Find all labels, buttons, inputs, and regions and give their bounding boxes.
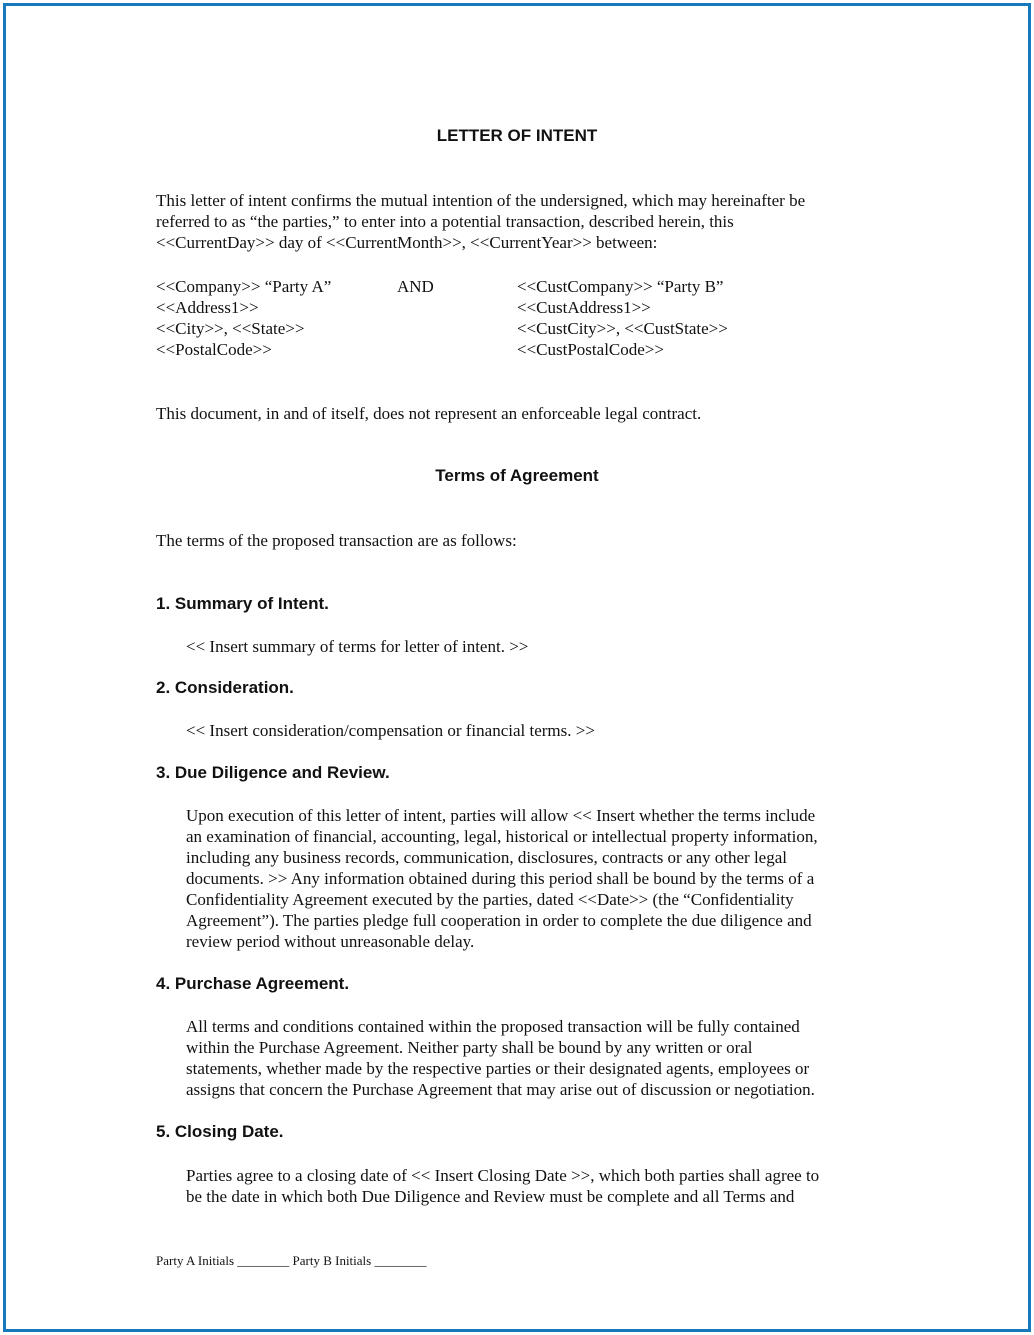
section-line: review period without unreasonable delay. — [186, 932, 475, 951]
party-a-line: <<Address1>> — [156, 298, 259, 317]
disclaimer-text: This document, in and of itself, does not represent an enforceable legal contract. — [156, 404, 702, 423]
section-body — [186, 805, 876, 952]
section-line: assigns that concern the Purchase Agreement that may arise out of discussion or negotiation. — [186, 1080, 815, 1099]
section-heading: 3. Due Diligence and Review. — [156, 763, 390, 782]
section-heading: 4. Purchase Agreement. — [156, 974, 350, 993]
and-label: AND — [397, 277, 434, 296]
section-heading: 5. Closing Date. — [156, 1122, 284, 1141]
party-a-block — [156, 276, 331, 360]
party-b-line: <<CustCompany>> “Party B” — [517, 277, 724, 296]
terms-intro: The terms of the proposed transaction are as follows: — [156, 531, 517, 550]
document-title: LETTER OF INTENT — [436, 126, 598, 145]
section-line: Upon execution of this letter of intent, parties will allow << Insert whether the terms include — [186, 806, 816, 825]
section-line: be the date in which both Due Diligence and Review must be complete and all Terms and — [186, 1187, 795, 1206]
section-line: an examination of financial, accounting, legal, historical or intellectual property information, — [186, 827, 818, 846]
section-line: Confidentiality Agreement executed by the parties, dated <<Date>> (the “Confidentiality — [186, 890, 794, 909]
section-line: Parties agree to a closing date of << Insert Closing Date >>, which both parties shall agree to — [186, 1166, 820, 1185]
party-b-line: <<CustAddress1>> — [517, 298, 651, 317]
party-a-line: <<Company>> “Party A” — [156, 277, 332, 296]
section-heading: 2. Consideration. — [156, 678, 294, 697]
intro-line: This letter of intent confirms the mutual intention of the undersigned, which may hereinafter be — [156, 191, 806, 210]
party-b-line: <<CustCity>>, <<CustState>> — [517, 319, 728, 338]
terms-title: Terms of Agreement — [435, 466, 599, 485]
section-line: documents. >> Any information obtained during this period shall be bound by the terms of a — [186, 869, 815, 888]
section-body — [186, 1016, 876, 1100]
section-line: within the Purchase Agreement. Neither party shall be bound by any written or oral — [186, 1038, 753, 1057]
party-b-block — [517, 276, 728, 360]
intro-paragraph — [156, 190, 876, 253]
section-line: All terms and conditions contained within the proposed transaction will be fully contained — [186, 1017, 800, 1036]
party-a-line: <<PostalCode>> — [156, 340, 272, 359]
section-line: << Insert consideration/compensation or financial terms. >> — [186, 721, 595, 740]
section-line: including any business records, communication, disclosures, contracts or any other legal — [186, 848, 787, 867]
party-b-line: <<CustPostalCode>> — [517, 340, 664, 359]
party-a-line: <<City>>, <<State>> — [156, 319, 305, 338]
intro-line: referred to as “the parties,” to enter into a potential transaction, described herein, this — [156, 212, 734, 231]
section-body — [186, 720, 876, 741]
section-body — [186, 636, 876, 657]
section-body — [186, 1165, 876, 1207]
section-line: statements, whether made by the respective parties or their designated agents, employees or — [186, 1059, 810, 1078]
intro-line: <<CurrentDay>> day of <<CurrentMonth>>, <<CurrentYear>> between: — [156, 233, 658, 252]
initials-footer: Party A Initials ________ Party B Initials ________ — [156, 1253, 427, 1268]
section-heading: 1. Summary of Intent. — [156, 594, 329, 613]
section-line: << Insert summary of terms for letter of intent. >> — [186, 637, 529, 656]
section-line: Agreement”). The parties pledge full cooperation in order to complete the due diligence and — [186, 911, 812, 930]
